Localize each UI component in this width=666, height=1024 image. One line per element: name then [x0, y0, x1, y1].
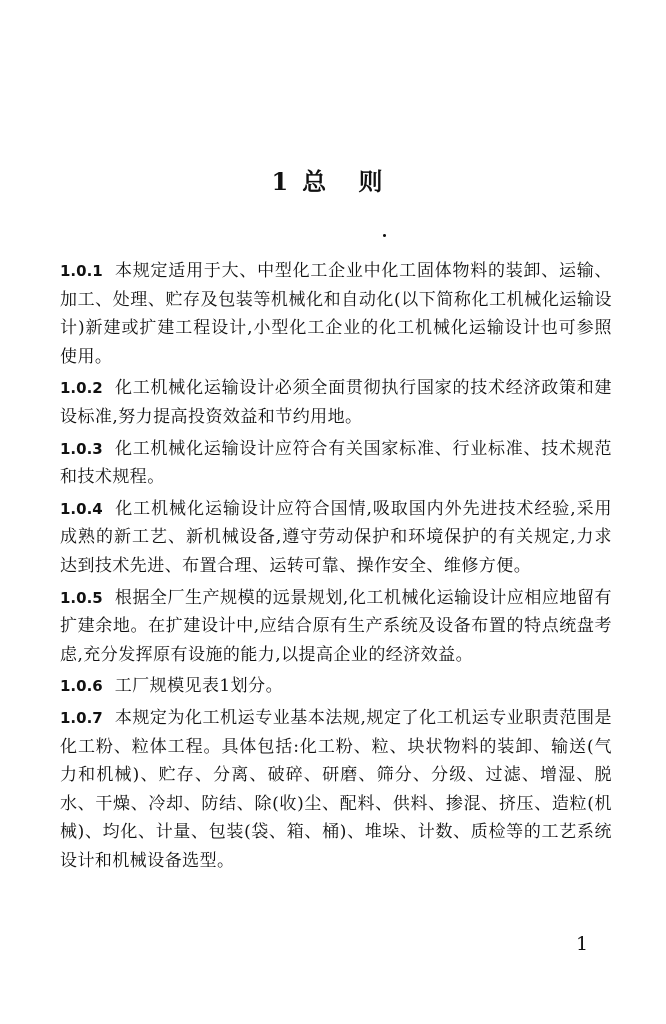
clause-1-0-5	[60, 584, 612, 670]
decorative-dot	[383, 234, 386, 237]
clause-1-0-2	[60, 374, 612, 431]
chapter-number: 1	[271, 167, 289, 196]
clause-text: 本规定适用于大、中型化工企业中化工固体物料的装卸、运输、加工、处理、贮存及包装等机械化和自动化(以下简称化工机械化运输设计)新建或扩建工程设计,小型化工企业的化工机械化运输设计也可参照使用。	[60, 261, 612, 367]
clause-1-0-6	[60, 672, 612, 701]
clause-text: 本规定为化工机运专业基本法规,规定了化工机运专业职责范围是化工粉、粒体工程。具体包括:化工粉、粒、块状物料的装卸、输送(气力和机械)、贮存、分离、破碎、研磨、筛分、分级、过滤、增湿、脱水、干燥、冷却、防结、除(收)尘、配料、供料、掺混、挤压、造粒(机械)、均化、计量、包装(袋、箱、桶)、堆垛、计数、质检等的工艺系统设计和机械设备选型。	[60, 707, 612, 871]
page-number: 1	[576, 933, 589, 955]
clause-1-0-1	[60, 257, 612, 371]
clause-text: 根据全厂生产规模的远景规划,化工机械化运输设计应相应地留有扩建余地。在扩建设计中,应结合原有生产系统及设备布置的特点统盘考虑,充分发挥原有设施的能力,以提高企业的经济效益。	[60, 587, 612, 665]
chapter-title	[0, 166, 666, 198]
clause-1-0-3	[60, 435, 612, 492]
clause-text: 化工机械化运输设计应符合有关国家标准、行业标准、技术规范和技术规程。	[60, 438, 612, 488]
clause-number: 1.0.1	[60, 262, 103, 280]
clause-number: 1.0.2	[60, 379, 103, 398]
clause-1-0-7	[60, 704, 612, 876]
clause-number: 1.0.3	[60, 439, 103, 458]
chapter-heading: 总 则	[302, 168, 395, 196]
clause-text: 工厂规模见表1划分。	[114, 676, 284, 697]
clause-text: 化工机械化运输设计应符合国情,吸取国内外先进技术经验,采用成熟的新工艺、新机械设备,遵守劳动保护和环境保护的有关规定,力求达到技术先进、布置合理、运转可靠、操作安全、维修方便。	[60, 498, 612, 576]
clause-number: 1.0.5	[60, 588, 103, 607]
clause-text: 化工机械化运输设计必须全面贯彻执行国家的技术经济政策和建设标准,努力提高投资效益和节约用地。	[60, 378, 612, 427]
clause-number: 1.0.7	[60, 708, 103, 727]
clause-number: 1.0.4	[60, 499, 103, 518]
clause-1-0-4	[60, 495, 612, 581]
clause-list	[60, 257, 612, 878]
clause-number: 1.0.6	[60, 677, 103, 696]
